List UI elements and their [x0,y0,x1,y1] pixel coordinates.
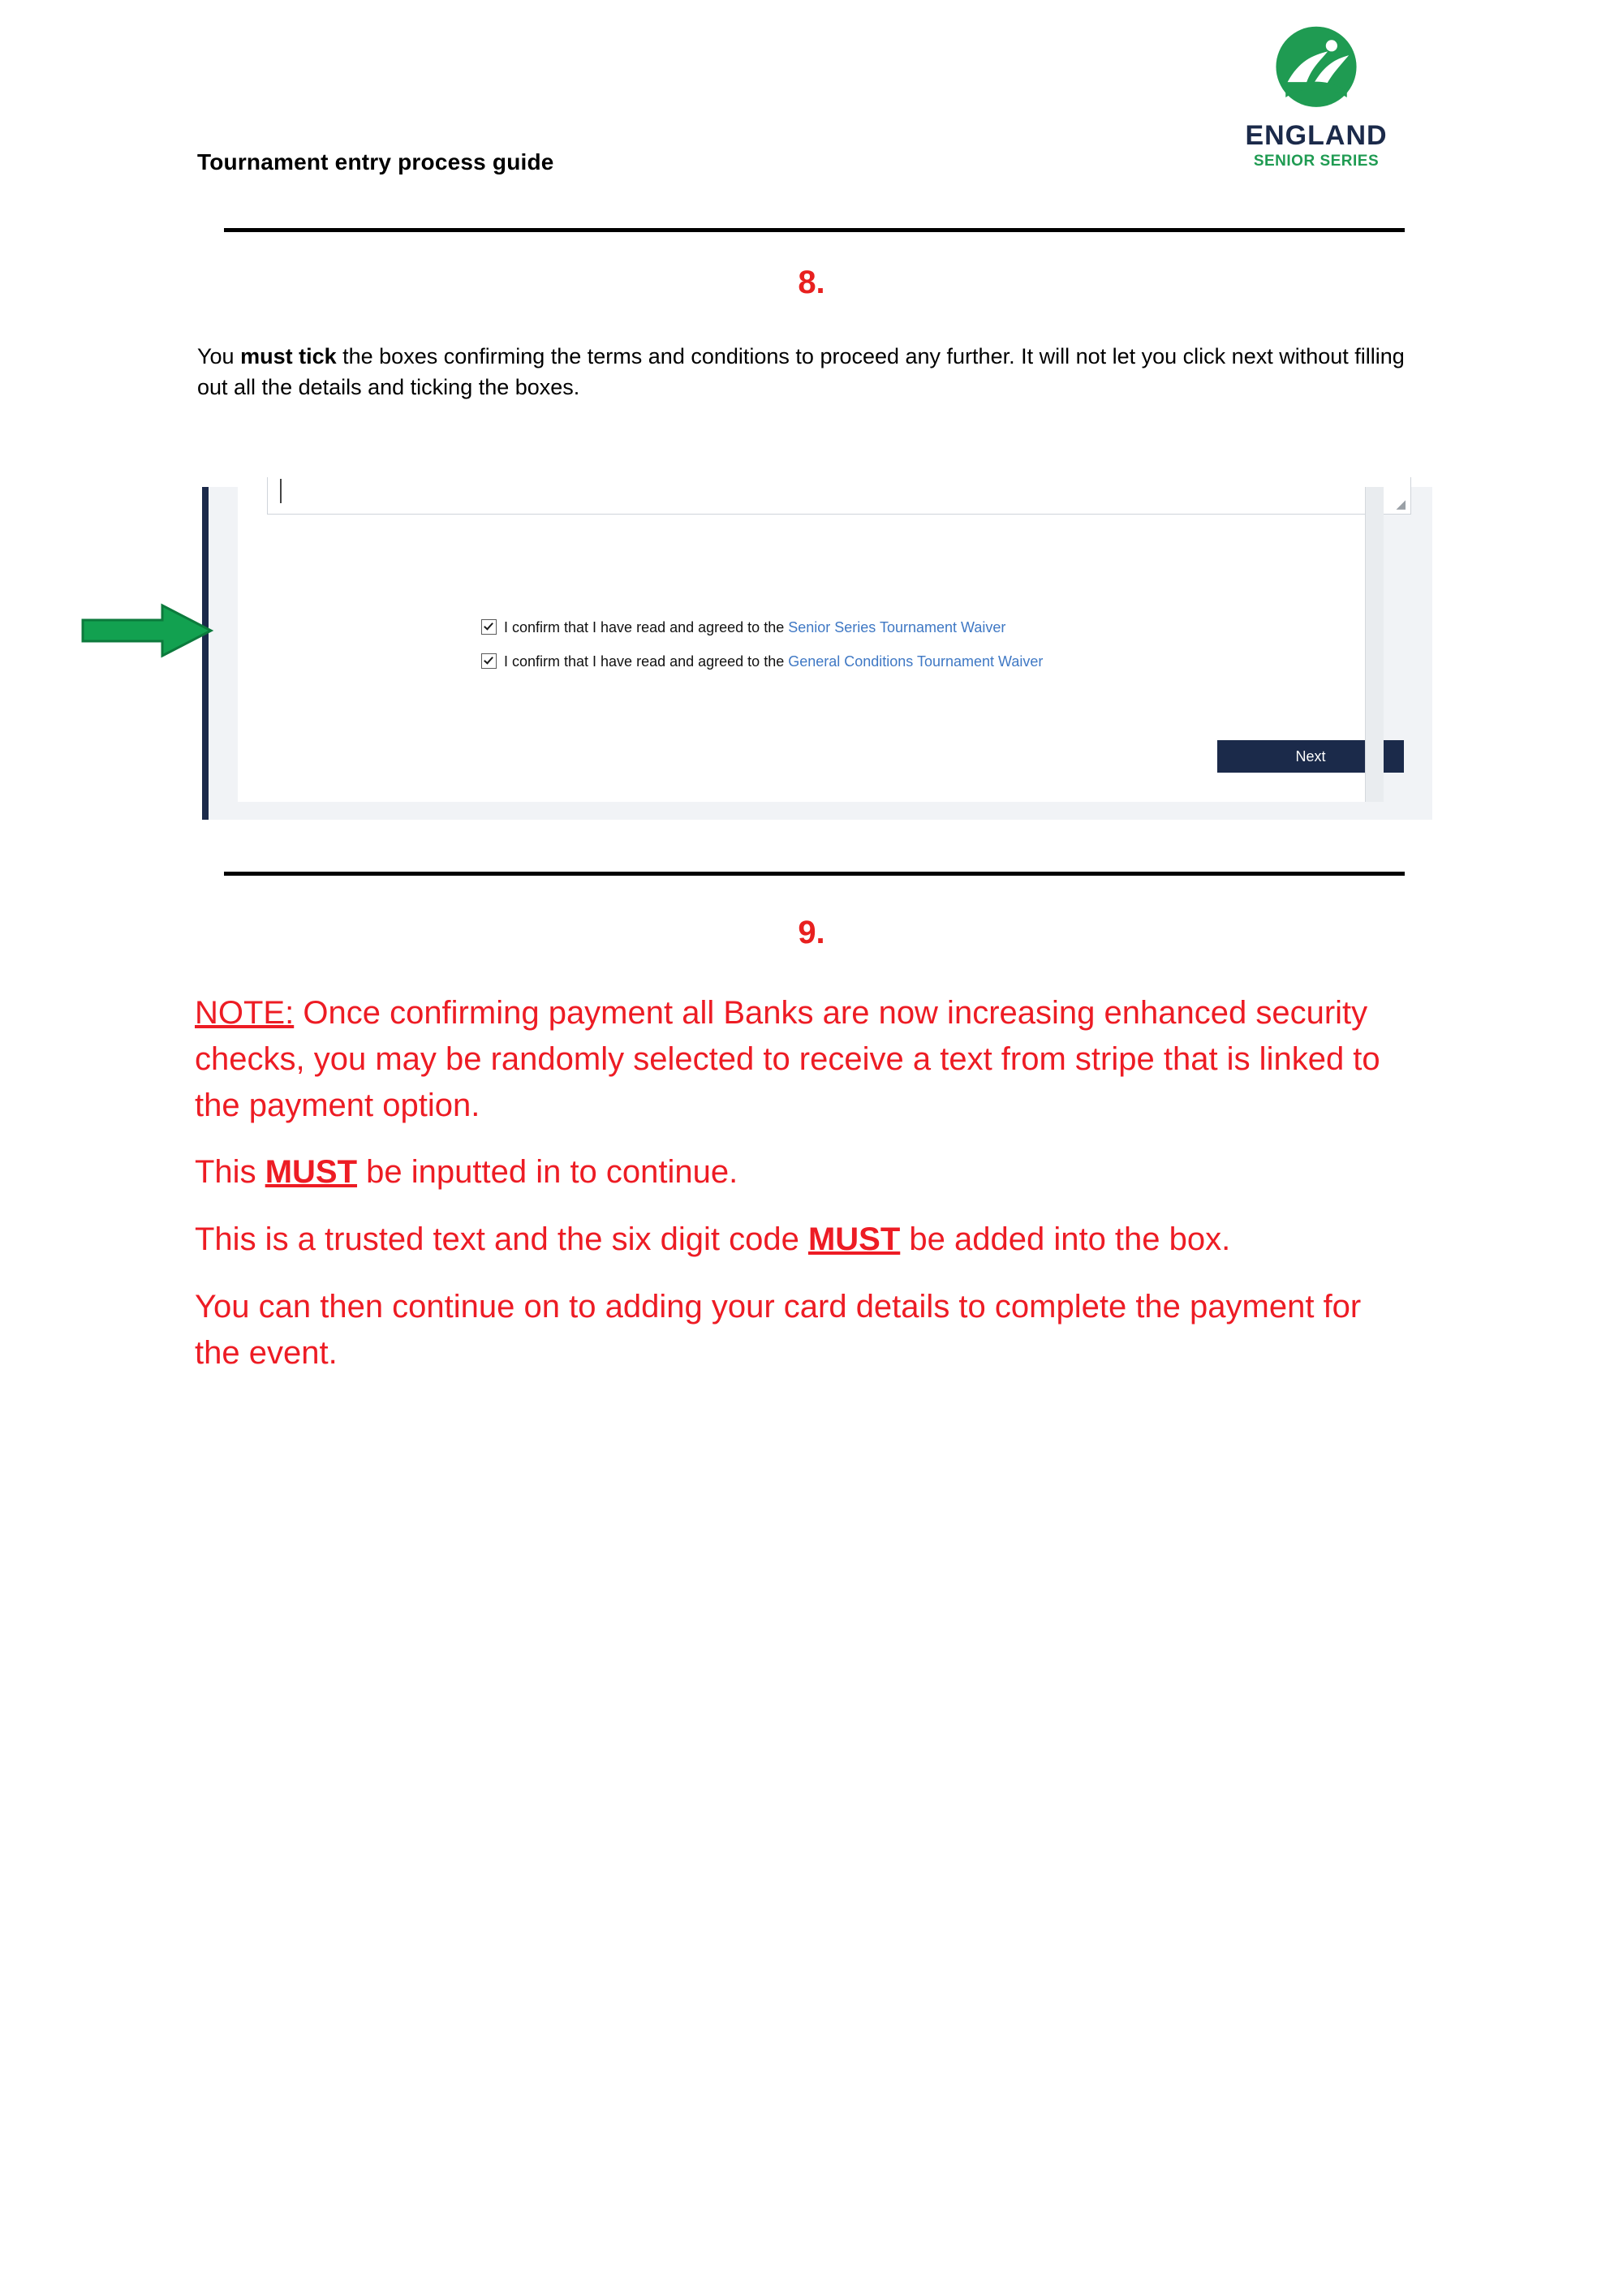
logo-wordmark: ENGLAND [1245,120,1388,151]
divider-top [224,228,1405,232]
scrollbar-track[interactable] [1365,487,1384,802]
next-button[interactable]: Next [1217,740,1404,773]
note-paragraph-1 [195,990,1412,1128]
screenshot-content [238,487,1406,802]
checkbox-checked-icon[interactable] [481,619,497,635]
step-9-heading: 9. [798,915,825,950]
waiver-label-2: I confirm that I have read and agreed to the [504,653,789,670]
waiver-checkbox-row-1[interactable] [481,619,1005,636]
resize-handle-icon[interactable]: ◢ [1396,498,1406,511]
checkbox-checked-icon[interactable] [481,653,497,669]
step-8-paragraph [197,341,1423,403]
waiver-link-1[interactable]: Senior Series Tournament Waiver [788,619,1006,635]
note-paragraph-3 [195,1217,1412,1263]
logo-subtitle: SENIOR SERIES [1253,153,1380,170]
note-emphasis-2: MUST [265,1154,358,1191]
step-8-heading: 8. [798,265,825,300]
green-arrow-icon [81,602,215,659]
note-text-3-pre: This is a trusted text and the six digit code [195,1221,808,1258]
note-paragraph-4: You can then continue on to adding your card details to complete the payment for the event. [195,1288,1362,1371]
intro-part-1: You [197,344,241,368]
page-title: Tournament entry process guide [197,149,554,174]
brand-logo [1227,23,1406,170]
text-cursor [280,479,282,503]
screenshot-frame [202,487,1432,820]
screenshot-figure [197,487,1428,820]
waiver-checkbox-row-2[interactable] [481,653,1043,670]
note-label: NOTE: [195,995,295,1031]
note-paragraph-2 [195,1149,1412,1195]
waiver-label-1: I confirm that I have read and agreed to the [504,619,789,635]
england-senior-series-logo-icon [1268,23,1364,118]
waiver-link-2[interactable]: General Conditions Tournament Waiver [788,653,1044,670]
note-text-1: Once confirming payment all Banks are now increasing enhanced security checks, you may be randomly selected to receive a text from stripe that is linked to the payment option. [195,995,1380,1123]
note-emphasis-3: MUST [807,1221,901,1258]
note-text-2-pre: This [195,1154,265,1191]
intro-bold: must tick [240,344,337,368]
comment-textarea[interactable] [267,477,1411,515]
note-text-2-post: be inputted in to continue. [357,1154,738,1191]
intro-part-2: the boxes confirming the terms and conditions to proceed any further. It will not let you click next without filling out all the details and ticking the boxes. [197,344,1405,400]
note-block [195,990,1412,1398]
note-text-3-post: be added into the box. [900,1221,1231,1258]
divider-middle [224,872,1405,876]
